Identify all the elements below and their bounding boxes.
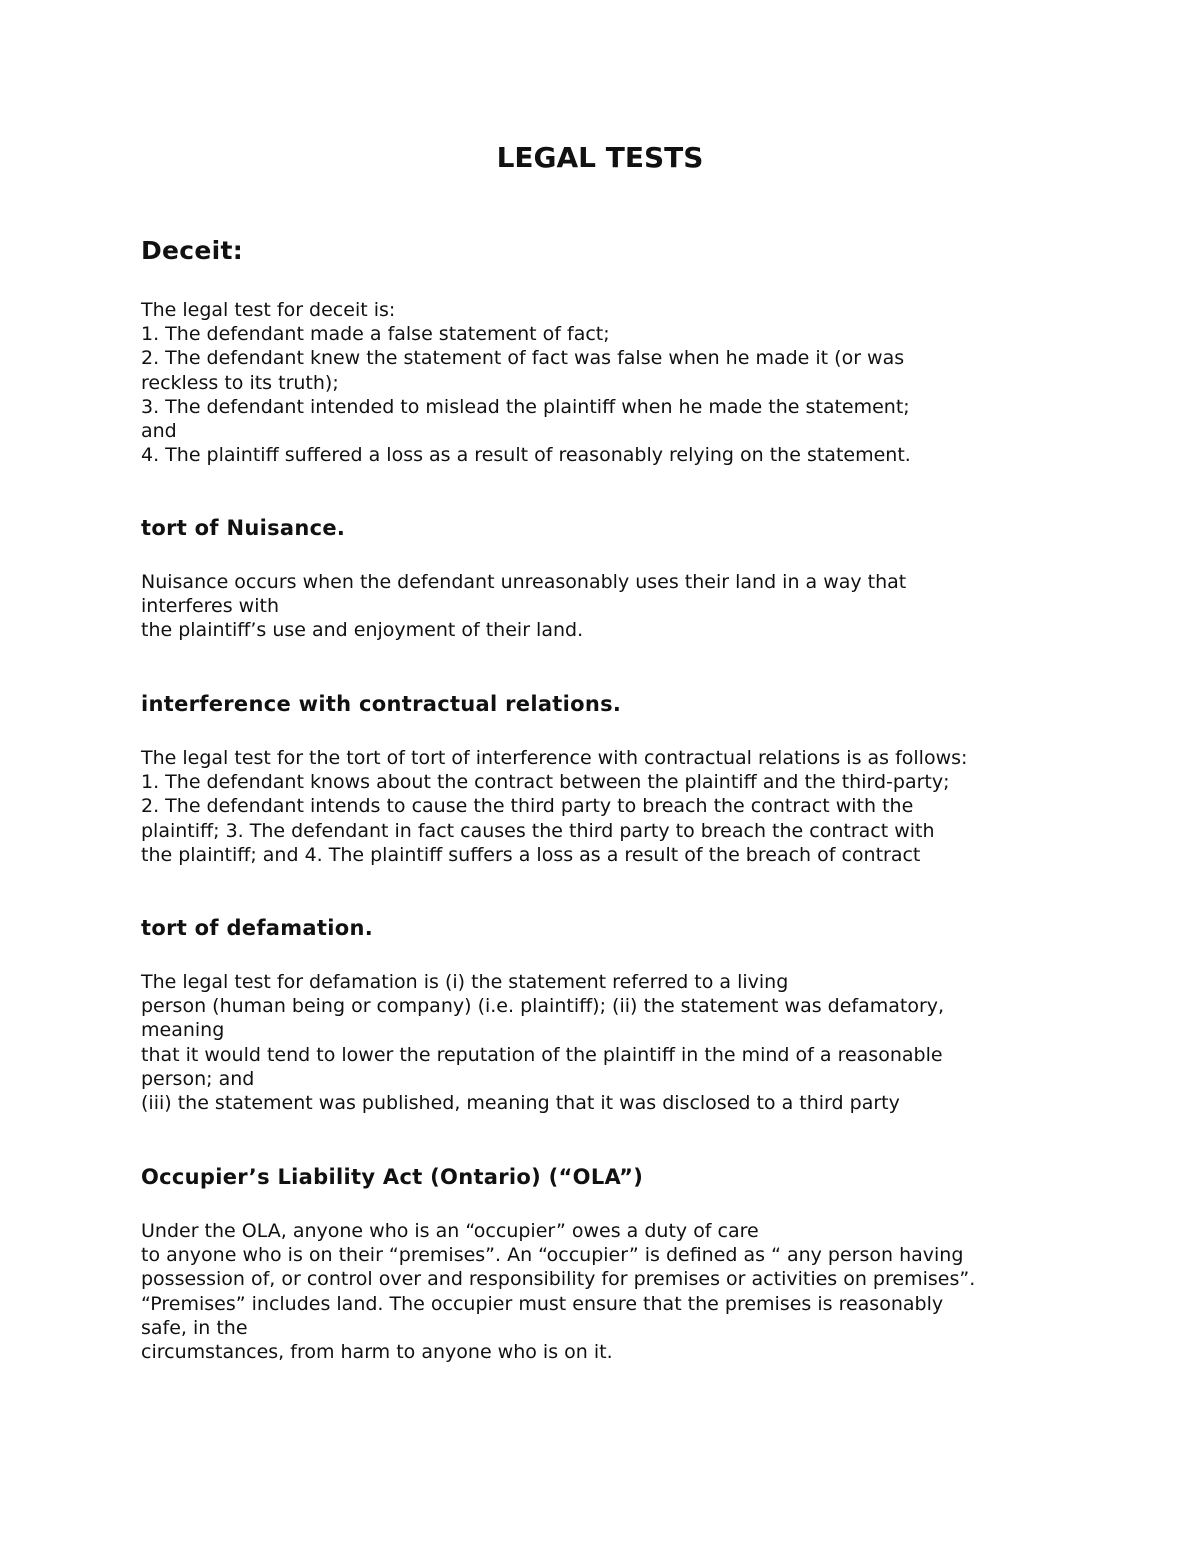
text-line: person (human being or company) (i.e. plaintiff); (ii) the statement was defamatory, — [141, 995, 945, 1018]
section-heading: tort of Nuisance. — [141, 516, 346, 540]
text-line: Nuisance occurs when the defendant unreasonably uses their land in a way that — [141, 571, 907, 593]
text-line: 1. The defendant knows about the contract between the plaintiff and the third-party; — [141, 771, 950, 794]
text-line: Under the OLA, anyone who is an “occupier” owes a duty of care — [141, 1220, 759, 1242]
section-body — [141, 1219, 1061, 1364]
section-occupiers-liability — [141, 1162, 1061, 1364]
text-line: The legal test for the tort of tort of interference with contractual relations is as follows: — [141, 747, 968, 769]
section-deceit — [141, 234, 1061, 467]
text-line: circumstances, from harm to anyone who is on it. — [141, 1341, 613, 1364]
text-line: reckless to its truth); — [141, 371, 339, 394]
text-line: person; and — [141, 1067, 255, 1090]
text-line: interferes with — [141, 595, 279, 618]
text-line: meaning — [141, 1019, 225, 1042]
text-line: that it would tend to lower the reputation of the plaintiff in the mind of a reasonable — [141, 1043, 943, 1066]
document-title: LEGAL TESTS — [496, 141, 704, 174]
text-line: “Premises” includes land. The occupier must ensure that the premises is reasonably — [141, 1292, 944, 1315]
section-contractual-interference — [141, 689, 1061, 867]
text-line: the plaintiff’s use and enjoyment of their land. — [141, 619, 584, 642]
section-heading: Deceit: — [141, 236, 244, 265]
text-line: 2. The defendant intends to cause the third party to breach the contract with the — [141, 795, 914, 818]
text-line: The legal test for defamation is (i) the statement referred to a living — [141, 971, 789, 993]
text-line: safe, in the — [141, 1316, 248, 1339]
section-heading: Occupier’s Liability Act (Ontario) (“OLA”) — [141, 1165, 644, 1189]
text-line: 2. The defendant knew the statement of fact was false when he made it (or was — [141, 347, 905, 370]
section-body — [141, 746, 1061, 867]
text-line: possession of, or control over and responsibility for premises or activities on premises”. — [141, 1268, 976, 1291]
text-line: plaintiff; 3. The defendant in fact causes the third party to breach the contract with — [141, 819, 935, 842]
section-heading: interference with contractual relations. — [141, 692, 622, 716]
text-line: the plaintiff; and 4. The plaintiff suffers a loss as a result of the breach of contract — [141, 843, 921, 866]
section-defamation — [141, 913, 1061, 1115]
text-line: to anyone who is on their “premises”. An “occupier” is defined as “ any person having — [141, 1244, 964, 1267]
text-line: The legal test for deceit is: — [141, 299, 396, 321]
text-line: 3. The defendant intended to mislead the plaintiff when he made the statement; — [141, 395, 910, 418]
text-line: and — [141, 420, 177, 443]
section-body — [141, 570, 1061, 643]
section-body — [141, 298, 1061, 467]
section-heading: tort of defamation. — [141, 916, 373, 940]
text-line: (iii) the statement was published, meaning that it was disclosed to a third party — [141, 1092, 900, 1115]
section-nuisance — [141, 513, 1061, 643]
section-body — [141, 970, 1061, 1115]
text-line: 1. The defendant made a false statement of fact; — [141, 323, 610, 346]
text-line: 4. The plaintiff suffered a loss as a result of reasonably relying on the statement. — [141, 444, 911, 467]
